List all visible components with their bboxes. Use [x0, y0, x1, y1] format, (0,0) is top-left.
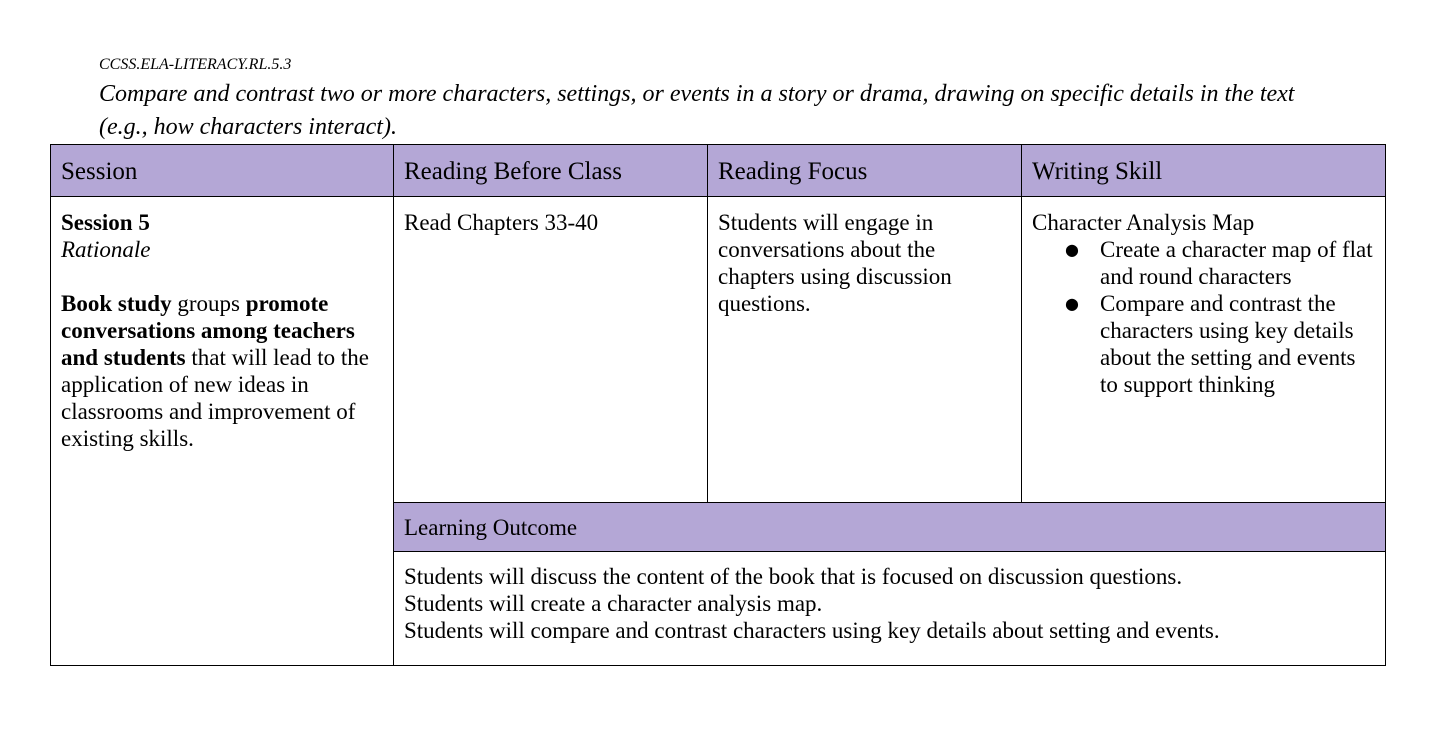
header-reading-before-class: Reading Before Class	[394, 145, 708, 197]
lesson-plan-table	[50, 144, 1386, 666]
writing-skill-cell	[1022, 197, 1386, 503]
rationale-part-1: Book study	[61, 291, 172, 316]
standard-description: Compare and contrast two or more characters, settings, or events in a story or drama, drawing on specific details in the text (e.g., how characters interact).	[99, 81, 1295, 140]
reading-before-class-cell: Read Chapters 33-40	[394, 197, 708, 503]
standard-code: CCSS.ELA-LITERACY.RL.5.3	[99, 56, 292, 73]
rationale-part-4: that will lead to the application of new ideas in classrooms and improvement of existing skills.	[61, 345, 369, 451]
bullet-icon: ●	[1065, 294, 1079, 313]
bullet-icon: ●	[1065, 240, 1079, 259]
writing-skill-title: Character Analysis Map	[1032, 210, 1255, 235]
session-cell	[51, 197, 394, 666]
writing-skill-bullets	[1032, 236, 1375, 398]
session-rationale	[61, 290, 383, 452]
learning-outcome-header: Learning Outcome	[394, 503, 1386, 552]
writing-skill-bullet: ● Compare and contrast the characters using key details about the setting and events to support thinking	[1065, 291, 1356, 397]
session-title: Session 5	[61, 210, 150, 235]
writing-skill-bullet: ● Create a character map of flat and round characters	[1065, 237, 1373, 289]
header-row	[51, 145, 1386, 197]
learning-outcome-line: Students will compare and contrast characters using key details about setting and events.	[404, 618, 1220, 643]
header-session: Session	[51, 145, 394, 197]
rationale-part-3: promote conversations among teachers and students	[61, 291, 355, 370]
learning-outcome-cell	[394, 552, 1386, 666]
learning-outcome-line: Students will create a character analysis map.	[404, 591, 823, 616]
rationale-part-2: groups	[171, 291, 246, 316]
learning-outcome-line: Students will discuss the content of the book that is focused on discussion questions.	[404, 564, 1183, 589]
content-row	[51, 197, 1386, 503]
reading-focus-cell: Students will engage in conversations about the chapters using discussion questions.	[708, 197, 1022, 503]
header-reading-focus: Reading Focus	[708, 145, 1022, 197]
session-subtitle: Rationale	[61, 237, 151, 262]
header-writing-skill: Writing Skill	[1022, 145, 1386, 197]
